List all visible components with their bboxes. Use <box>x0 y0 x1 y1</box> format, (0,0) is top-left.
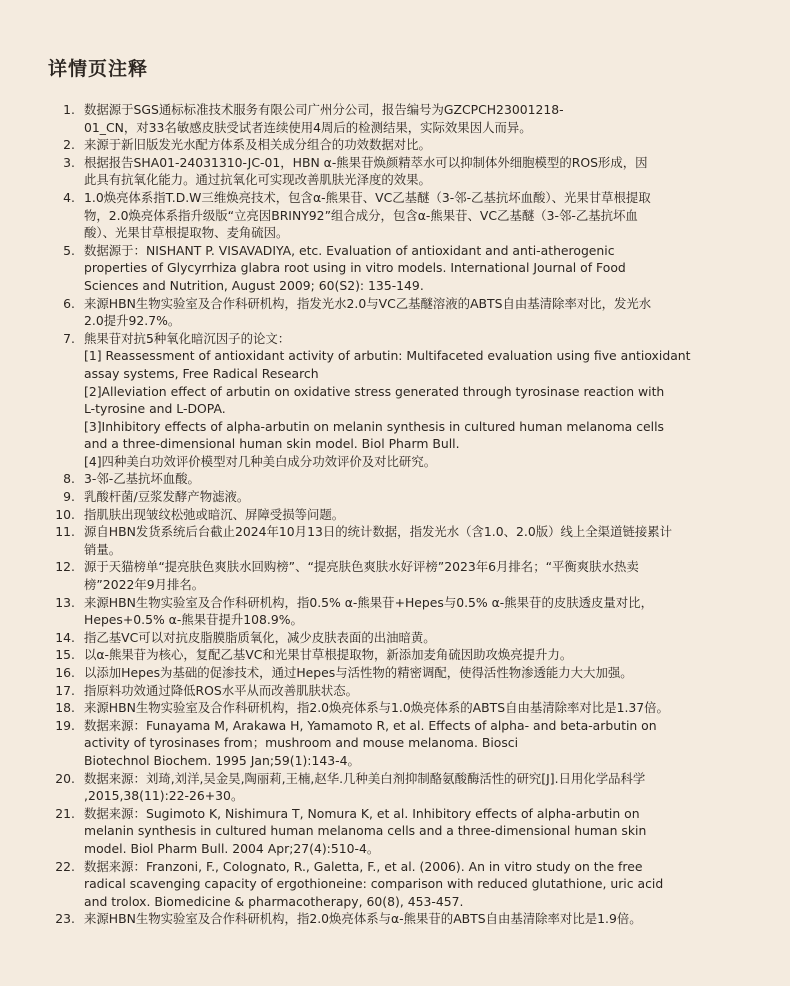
note-line: model. Biol Pharm Bull. 2004 Apr;27(4):510-4。 <box>84 840 380 856</box>
note-line: 数据源于SGS通标标准技术服务有限公司广州分公司，报告编号为GZCPCH23001218- <box>84 102 564 117</box>
note-number: 2. <box>63 137 75 153</box>
note-text <box>84 506 748 524</box>
note-line: and trolox. Biomedicine & pharmacotherapy, 60(8), 453-457. <box>84 893 464 909</box>
note-line: [4]四种美白功效评价模型对几种美白成分功效评价及对比研究。 <box>84 453 437 469</box>
note-line: Hepes+0.5% α-熊果苷提升108.9%。 <box>84 612 303 628</box>
note-line: 熊果苷对抗5种氧化暗沉因子的论文： <box>84 330 291 346</box>
note-text <box>84 101 748 136</box>
note-text <box>84 717 748 770</box>
note-text <box>84 858 748 911</box>
note-line: 数据源于：NISHANT P. VISAVADIYA, etc. Evaluation of antioxidant and anti-atherogenic <box>84 242 615 258</box>
note-line: radical scavenging capacity of ergothioneine: comparison with reduced glutathione, uric acid <box>84 876 664 892</box>
note-line: 数据来源：Sugimoto K, Nishimura T, Nomura K, et al. Inhibitory effects of alpha-arbutin on <box>84 805 640 821</box>
note-line: 源于天猫榜单“提亮肤色爽肤水回购榜”、“提亮肤色爽肤水好评榜”2023年6月排名；“平衡爽肤水热卖 <box>84 559 639 575</box>
note-item <box>48 189 748 242</box>
note-line: ,2015,38(11):22-26+30。 <box>84 788 244 804</box>
note-line: 数据来源：Funayama M, Arakawa H, Yamamoto R, et al. Effects of alpha- and beta-arbutin on <box>84 717 657 733</box>
note-line: 来源HBN生物实验室及合作科研机构，指2.0焕亮体系与α-熊果苷的ABTS自由基清除率对比是1.9倍。 <box>84 911 642 927</box>
note-item <box>48 629 748 647</box>
note-line: Sciences and Nutrition, August 2009; 60(S2): 135-149. <box>84 277 424 293</box>
note-number: 12. <box>55 559 75 575</box>
note-line: 1.0焕亮体系指T.D.W三维焕亮技术，包含α-熊果苷、VC乙基醚（3-邻-乙基抗坏血酸）、光果甘草根提取 <box>84 189 651 205</box>
note-line: melanin synthesis in cultured human melanoma cells and a three-dimensional human skin <box>84 823 647 839</box>
note-line: 榜”2022年9月排名。 <box>84 577 205 593</box>
note-item <box>48 805 748 858</box>
note-text <box>84 594 748 629</box>
note-item <box>48 506 748 524</box>
note-item <box>48 488 748 506</box>
note-line: 来源HBN生物实验室及合作科研机构，指发光水2.0与VC乙基醚溶液的ABTS自由基清除率对比，发光水 <box>84 295 652 311</box>
note-line: 源自HBN发货系统后台截止2024年10月13日的统计数据，指发光水（含1.0、2.0版）线上全渠道链接累计 <box>84 524 673 540</box>
note-text <box>84 646 748 664</box>
note-line: 此具有抗氧化能力。通过抗氧化可实现改善肌肤光泽度的效果。 <box>84 172 431 188</box>
note-item <box>48 101 748 136</box>
note-text <box>84 189 748 242</box>
note-line: [1] Reassessment of antioxidant activity of arbutin: Multifaceted evaluation using five antioxidant <box>84 348 691 364</box>
note-item <box>48 330 748 471</box>
note-item <box>48 910 748 928</box>
note-number: 18. <box>55 700 75 716</box>
note-number: 11. <box>55 524 75 540</box>
note-text <box>84 558 748 593</box>
note-line: 2.0提升92.7%。 <box>84 313 181 329</box>
note-number: 13. <box>55 594 75 610</box>
note-number: 3. <box>63 154 75 170</box>
note-number: 1. <box>63 102 75 117</box>
note-text <box>84 470 748 488</box>
note-text <box>84 770 748 805</box>
note-text <box>84 664 748 682</box>
note-line: 以添加Hepes为基础的促渗技术，通过Hepes与活性物的精密调配，使得活性物渗透能力大大加强。 <box>84 665 633 680</box>
note-line: and a three-dimensional human skin model. Biol Pharm Bull. <box>84 436 460 452</box>
note-number: 17. <box>55 682 75 698</box>
note-number: 7. <box>63 330 75 346</box>
note-text <box>84 488 748 506</box>
note-number: 19. <box>55 717 75 733</box>
note-line: properties of Glycyrrhiza glabra root using in vitro models. International Journal of Food <box>84 260 626 276</box>
note-number: 20. <box>55 770 75 786</box>
note-item <box>48 770 748 805</box>
note-line: 来源HBN生物实验室及合作科研机构，指2.0焕亮体系与1.0焕亮体系的ABTS自由基清除率对比是1.37倍。 <box>84 700 669 716</box>
note-line: [2]Alleviation effect of arbutin on oxidative stress generated through tyrosinase reaction with <box>84 383 665 399</box>
note-line: 乳酸杆菌/豆浆发酵产物滤液。 <box>84 489 250 505</box>
note-item <box>48 523 748 558</box>
note-number: 23. <box>55 911 75 927</box>
note-number: 10. <box>55 506 75 522</box>
note-text <box>84 629 748 647</box>
note-text <box>84 295 748 330</box>
note-number: 14. <box>55 629 75 645</box>
note-item <box>48 295 748 330</box>
note-text <box>84 136 748 154</box>
note-item <box>48 154 748 189</box>
note-number: 6. <box>63 295 75 311</box>
note-item <box>48 682 748 700</box>
note-item <box>48 136 748 154</box>
note-number: 4. <box>63 189 75 205</box>
note-number: 22. <box>55 858 75 874</box>
notes-list <box>48 101 748 928</box>
note-text <box>84 523 748 558</box>
note-line: activity of tyrosinases from；mushroom and mouse melanoma. Biosci <box>84 735 519 751</box>
note-line: Biotechnol Biochem. 1995 Jan;59(1):143-4。 <box>84 752 360 768</box>
note-line: 来源HBN生物实验室及合作科研机构，指0.5% α-熊果苷+Hepes与0.5% α-熊果苷的皮肤透皮量对比， <box>84 594 653 610</box>
note-item <box>48 717 748 770</box>
note-text <box>84 154 748 189</box>
note-number: 21. <box>55 805 75 821</box>
note-item <box>48 699 748 717</box>
note-line: [3]Inhibitory effects of alpha-arbutin on melanin synthesis in cultured human melanoma cells <box>84 418 664 434</box>
note-line: 指肌肤出现皱纹松弛或暗沉、屏障受损等问题。 <box>84 506 345 522</box>
note-line: 指原料功效通过降低ROS水平从而改善肌肤状态。 <box>84 682 359 698</box>
note-line: 根据报告SHA01-24031310-JC-01，HBN α-熊果苷焕颜精萃水可以抑制体外细胞模型的ROS形成，因 <box>84 154 648 170</box>
note-text <box>84 805 748 858</box>
note-item <box>48 858 748 911</box>
note-text <box>84 910 748 928</box>
note-line: 3-邻-乙基抗坏血酸。 <box>84 471 200 487</box>
note-line: 数据来源：Franzoni, F., Colognato, R., Galetta, F., et al. (2006). An in vitro study on the free <box>84 858 643 874</box>
note-line: 来源于新旧版发光水配方体系及相关成分组合的功效数据对比。 <box>84 137 431 153</box>
note-item <box>48 594 748 629</box>
note-text <box>84 682 748 700</box>
note-line: 以α-熊果苷为核心，复配乙基VC和光果甘草根提取物，新添加麦角硫因助攻焕亮提升力。 <box>84 647 573 663</box>
note-text <box>84 330 748 471</box>
note-item <box>48 646 748 664</box>
note-item <box>48 470 748 488</box>
note-line: 销量。 <box>84 541 122 557</box>
note-item <box>48 664 748 682</box>
note-number: 8. <box>63 471 75 487</box>
note-line: 酸）、光果甘草根提取物、麦角硫因。 <box>84 225 289 241</box>
note-line: L-tyrosine and L-DOPA. <box>84 401 226 417</box>
note-number: 15. <box>55 647 75 663</box>
note-line: 01_CN，对33名敏感皮肤受试者连续使用4周后的检测结果，实际效果因人而异。 <box>84 119 532 135</box>
note-text <box>84 242 748 295</box>
note-line: assay systems, Free Radical Research <box>84 365 319 381</box>
note-item <box>48 558 748 593</box>
page-title: 详情页注释 <box>48 58 149 80</box>
note-number: 9. <box>63 489 75 505</box>
note-line: 数据来源：刘琦,刘洋,吴金昊,陶丽莉,王楠,赵华.几种美白剂抑制酪氨酸酶活性的研究[J].日用化学品科学 <box>84 770 646 786</box>
note-text <box>84 699 748 717</box>
note-line: 指乙基VC可以对抗皮脂膜脂质氧化，减少皮肤表面的出油暗黄。 <box>84 629 436 645</box>
note-item <box>48 242 748 295</box>
note-number: 5. <box>63 242 75 258</box>
note-line: 物，2.0焕亮体系指升级版“立亮因BRINY92”组合成分，包含α-熊果苷、VC乙基醚（3-邻-乙基抗坏血 <box>84 207 638 223</box>
note-number: 16. <box>55 665 75 680</box>
